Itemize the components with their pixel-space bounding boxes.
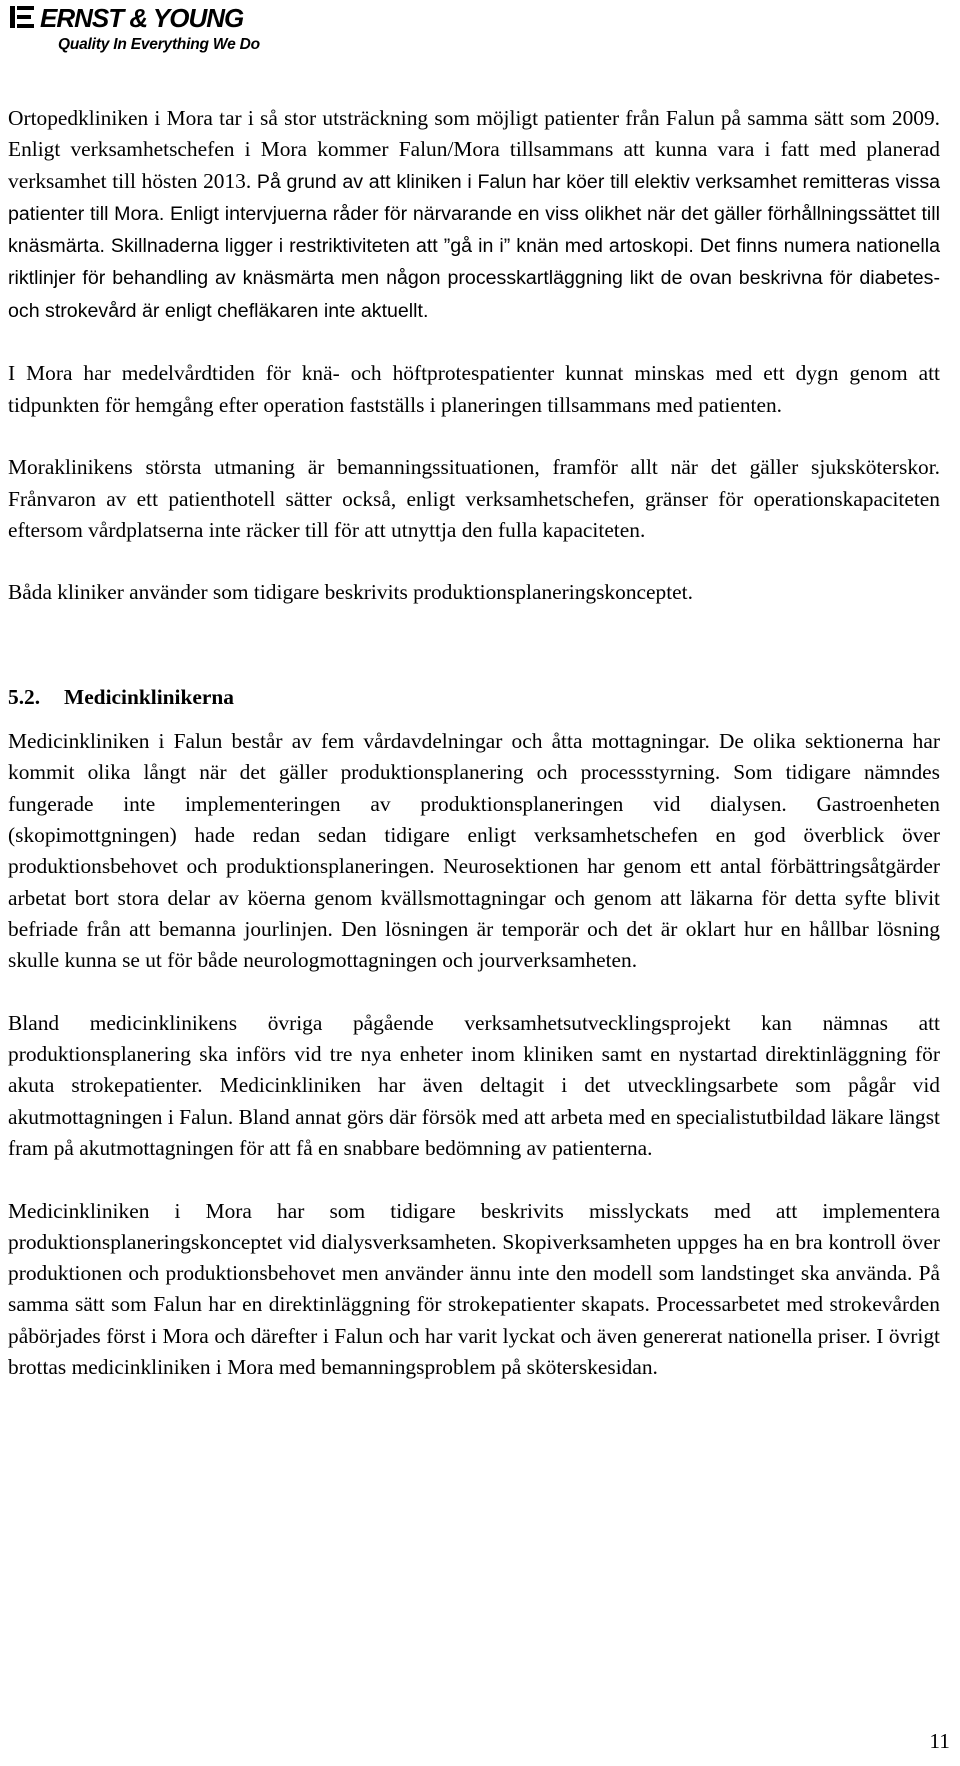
page-number: 11 — [929, 1729, 950, 1753]
brand-tagline: Quality In Everything We Do — [58, 36, 260, 53]
paragraph-utvecklingsprojekt: Bland medicinklinikens övriga pågående verksamhetsutvecklingsprojekt kan nämnas att produktionsplanering ska införs vid tre nya enheter inom kliniken samt en nystartad direktinläggning för akuta strokepatienter. Medicinkliniken har även deltagit i det utvecklingsarbete som pågår vid akutmottagningen i Falun. Bland annat görs där försök med att arbeta med en specialistutbildad läkare längst fram på akutmottagningen för att få en snabbare bedömning av patienterna. — [8, 1010, 940, 1160]
paragraph-medelvardtid: I Mora har medelvårdtiden för knä- och höftprotespatienter kunnat minskas med ett dygn genom att tidpunkten för hemgång efter operation fastställs i planeringen tillsammans med patienten. — [8, 361, 940, 417]
paragraph-text-sans: På grund av att kliniken i Falun har köer till elektiv verksamhet remitteras vissa patienter till Mora. Enligt intervjuerna råder för närvarande en viss olikhet när det gäller förhållningssättet till knäsmärta. Skillnaderna ligger i restriktiviteten att ”gå in i” knän med artoskopi. — [8, 170, 941, 258]
document-body — [8, 103, 940, 1415]
ey-logo-mark-icon — [10, 6, 34, 28]
brand-name: ERNST & YOUNG — [40, 3, 244, 33]
paragraph-text: Ortopedkliniken i Mora tar i så stor utsträckning som möjligt patienter från Falun på samma sätt som 2009. Enligt verksamhetschefen i Mora kommer Falun/Mora tillsammans att kunna vara i fatt med planerad verksamhet till hösten 2013. — [8, 106, 940, 193]
paragraph-text-sans-end: Det finns numera nationella riktlinjer för behandling av knäsmärta men någon processkartläggning likt de ovan beskrivna för diabetes- och strokevård är enligt chefläkaren inte aktuellt. — [8, 235, 940, 322]
paragraph-medicinkliniken-mora: Medicinkliniken i Mora har som tidigare beskrivits misslyckats med att implementera produktionsplaneringskonceptet vid dialysverksamheten. Skopiverksamheten uppges ha en bra kontroll över produktionen och produktionsbehovet men använder ännu inte den modell som landstinget ska använda. På samma sätt som Falun har en direktinläggning för strokepatienter skapats. Processarbetet med strokevården påbörjades först i Mora och därefter i Falun och har varit lyckat och även genererat nationella priser. I övrigt brottas medicinkliniken i Mora med bemanningsproblem på sköterskesidan. — [8, 1198, 940, 1379]
section-title: Medicinklinikerna — [64, 685, 234, 710]
section-number: 5.2. — [8, 685, 41, 710]
section-spacer — [8, 640, 940, 682]
paragraph-bada-kliniker: Båda kliniker använder som tidigare beskrivits produktionsplaneringskonceptet. — [8, 580, 693, 605]
paragraph-utmaning: Moraklinikens största utmaning är bemanningssituationen, framför allt när det gäller sjuksköterskor. Frånvaron av ett patienthotell sätter också, enligt verksamhetschefen, gränser för operationskapaciteten eftersom vårdplatserna inte räcker till för att utnyttja den fulla kapaciteten. — [8, 455, 940, 542]
paragraph-ortopedkliniken — [8, 103, 940, 327]
paragraph-medicinkliniken-falun: Medicinkliniken i Falun består av fem vårdavdelningar och åtta mottagningar. De olika sektionerna har kommit olika långt när det gäller produktionsplanering och processstyrning. Som tidigare nämndes fungerade inte implementeringen av produktionsplaneringen vid dialysen. Gastroenheten (skopimottgningen) hade redan sedan tidigare enligt verksamhetschefen en god överblick över produktionsbehovet och produktionsplaneringen. Neurosektionen har genom ett antal förbättringsåtgärder arbetat bort stora delar av köerna genom kvällsmottagningar och genom att läkarna för detta syfte blivit befriade från att bemanna jourlinjen. Den lösningen är temporär och det är oklart hur en hållbar lösning skulle kunna se ut för både neurologmottagningen och jourverksamheten. — [8, 729, 940, 973]
section-heading — [8, 682, 940, 712]
ernst-young-logo — [10, 4, 310, 54]
